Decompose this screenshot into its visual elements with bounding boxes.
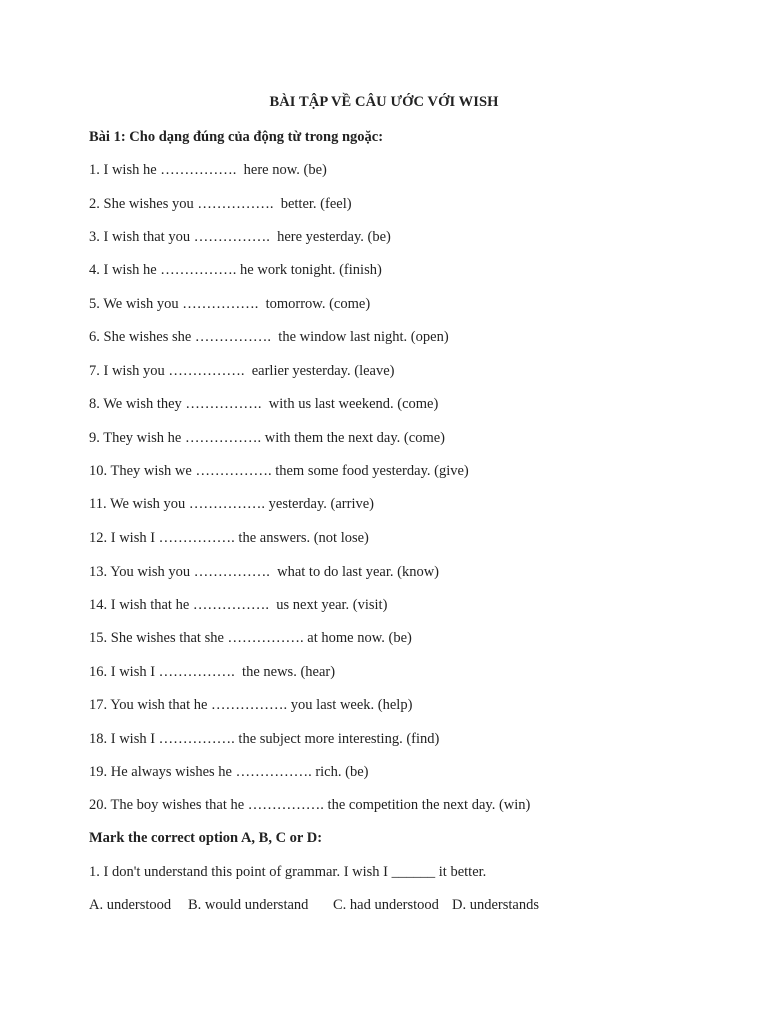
exercise-item: 5. We wish you ……………. tomorrow. (come) — [89, 296, 371, 312]
exercise-item: 17. You wish that he ……………. you last week. (help) — [89, 697, 413, 713]
mc-option-d: D. understands — [452, 897, 539, 913]
exercise-item: 3. I wish that you ……………. here yesterday. (be) — [89, 229, 391, 245]
exercise-item: 8. We wish they ……………. with us last weekend. (come) — [89, 396, 439, 412]
mc-option-b: B. would understand — [188, 897, 309, 913]
exercise-item: 7. I wish you ……………. earlier yesterday. (leave) — [89, 363, 395, 379]
exercise-item: 18. I wish I ……………. the subject more interesting. (find) — [89, 731, 440, 747]
exercise-item: 2. She wishes you ……………. better. (feel) — [89, 196, 352, 212]
mc-options — [89, 896, 539, 1004]
exercise-item: 20. The boy wishes that he ……………. the competition the next day. (win) — [89, 797, 531, 813]
section2-heading: Mark the correct option A, B, C or D: — [89, 830, 323, 846]
exercise-item: 16. I wish I ……………. the news. (hear) — [89, 664, 336, 680]
exercise-item: 1. I wish he ……………. here now. (be) — [89, 162, 327, 178]
mc-option-c: C. had understood — [333, 897, 439, 913]
exercise-item: 12. I wish I ……………. the answers. (not lose) — [89, 530, 369, 546]
page-title: BÀI TẬP VỀ CÂU ƯỚC VỚI WISH — [269, 94, 499, 110]
exercise-item: 4. I wish he ……………. he work tonight. (finish) — [89, 262, 382, 278]
exercise-item: 11. We wish you ……………. yesterday. (arrive) — [89, 496, 375, 512]
mc-option-a: A. understood — [89, 897, 172, 913]
exercise-item: 6. She wishes she ……………. the window last night. (open) — [89, 329, 449, 345]
mc-question: 1. I don't understand this point of grammar. I wish I ______ it better. — [89, 864, 487, 880]
exercise-item: 14. I wish that he ……………. us next year. (visit) — [89, 597, 388, 613]
exercise-item: 10. They wish we ……………. them some food yesterday. (give) — [89, 463, 469, 479]
section1-heading: Bài 1: Cho dạng đúng của động từ trong ngoặc: — [89, 129, 384, 145]
exercise-item: 19. He always wishes he ……………. rich. (be) — [89, 764, 369, 780]
exercise-item: 9. They wish he ……………. with them the next day. (come) — [89, 430, 445, 446]
exercise-item: 15. She wishes that she ……………. at home now. (be) — [89, 630, 412, 646]
exercise-item: 13. You wish you ……………. what to do last year. (know) — [89, 564, 440, 580]
